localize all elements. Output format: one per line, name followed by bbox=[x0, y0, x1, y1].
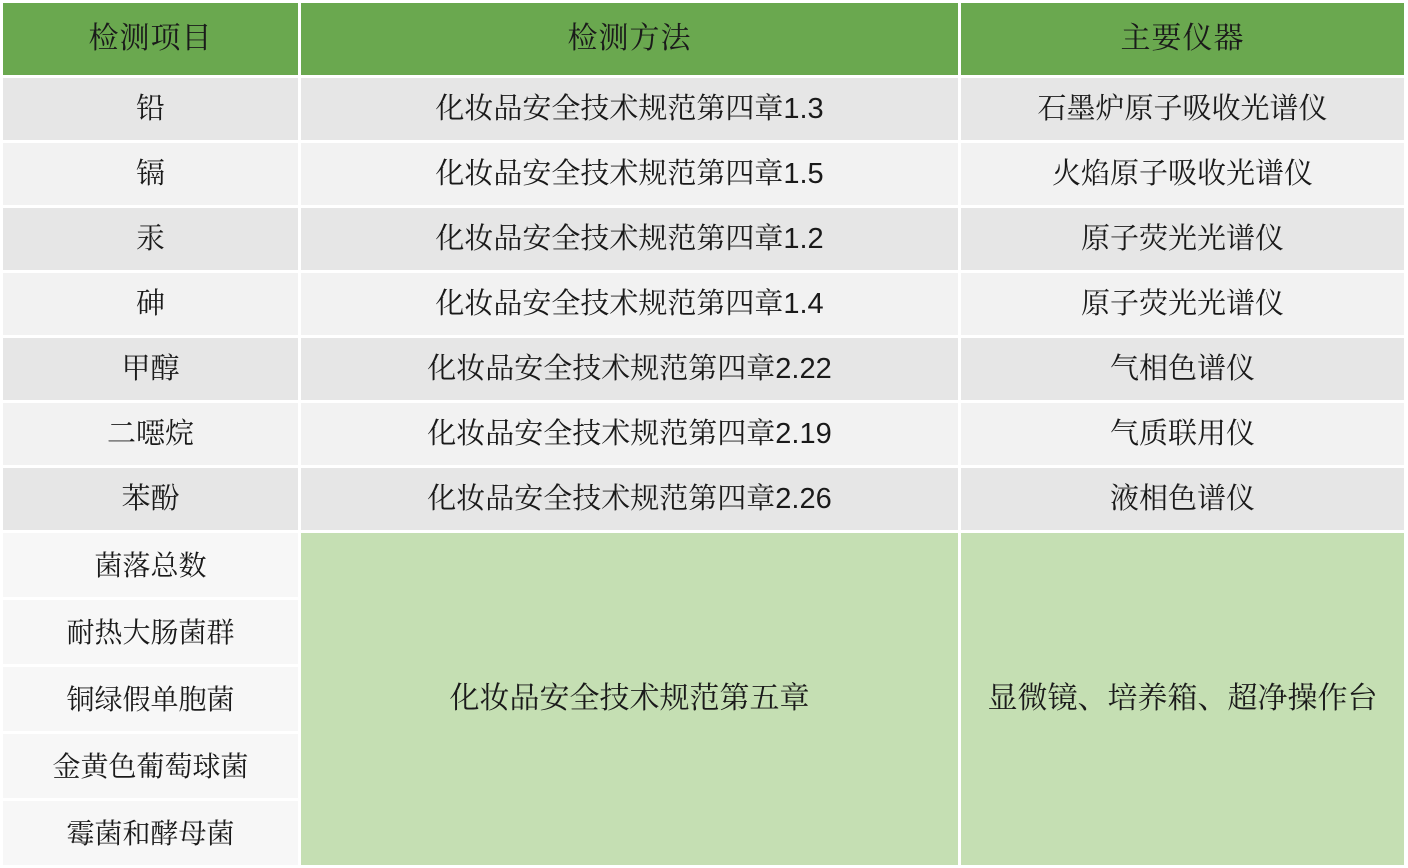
cell-item: 霉菌和酵母菌 bbox=[2, 800, 300, 867]
cell-method: 化妆品安全技术规范第四章1.5 bbox=[300, 142, 960, 207]
table-body bbox=[2, 77, 1406, 867]
table-row bbox=[2, 142, 1406, 207]
column-header-method: 检测方法 bbox=[300, 2, 960, 77]
table-row bbox=[2, 467, 1406, 532]
table-row bbox=[2, 207, 1406, 272]
cell-item: 砷 bbox=[2, 272, 300, 337]
column-header-instrument: 主要仪器 bbox=[960, 2, 1406, 77]
cell-item: 镉 bbox=[2, 142, 300, 207]
table-row bbox=[2, 272, 1406, 337]
cell-method: 化妆品安全技术规范第四章1.4 bbox=[300, 272, 960, 337]
cell-item: 菌落总数 bbox=[2, 532, 300, 599]
cell-item: 汞 bbox=[2, 207, 300, 272]
cell-instrument: 原子荧光光谱仪 bbox=[960, 272, 1406, 337]
cell-instrument: 石墨炉原子吸收光谱仪 bbox=[960, 77, 1406, 142]
cell-method: 化妆品安全技术规范第四章1.3 bbox=[300, 77, 960, 142]
cell-item: 甲醇 bbox=[2, 337, 300, 402]
cell-instrument-merged bbox=[960, 532, 1406, 867]
table-header bbox=[2, 2, 1406, 77]
cell-item: 铅 bbox=[2, 77, 300, 142]
table-row bbox=[2, 77, 1406, 142]
cell-item: 苯酚 bbox=[2, 467, 300, 532]
cell-item: 耐热大肠菌群 bbox=[2, 599, 300, 666]
cell-item: 铜绿假单胞菌 bbox=[2, 666, 300, 733]
cell-method: 化妆品安全技术规范第四章2.19 bbox=[300, 402, 960, 467]
table-row bbox=[2, 337, 1406, 402]
cell-instrument: 原子荧光光谱仪 bbox=[960, 207, 1406, 272]
cell-item: 二噁烷 bbox=[2, 402, 300, 467]
table-header-row bbox=[2, 2, 1406, 77]
table-row bbox=[2, 402, 1406, 467]
cell-method-merged: 化妆品安全技术规范第五章 bbox=[300, 532, 960, 867]
cell-method: 化妆品安全技术规范第四章1.2 bbox=[300, 207, 960, 272]
cell-instrument-text: 显微镜、培养箱、超净操作台 bbox=[987, 682, 1378, 716]
cell-instrument: 火焰原子吸收光谱仪 bbox=[960, 142, 1406, 207]
cell-instrument: 气相色谱仪 bbox=[960, 337, 1406, 402]
cell-instrument: 气质联用仪 bbox=[960, 402, 1406, 467]
cell-method: 化妆品安全技术规范第四章2.26 bbox=[300, 467, 960, 532]
cell-item: 金黄色葡萄球菌 bbox=[2, 733, 300, 800]
cell-instrument: 液相色谱仪 bbox=[960, 467, 1406, 532]
column-header-item: 检测项目 bbox=[2, 2, 300, 77]
cell-method: 化妆品安全技术规范第四章2.22 bbox=[300, 337, 960, 402]
table-row bbox=[2, 532, 1406, 599]
